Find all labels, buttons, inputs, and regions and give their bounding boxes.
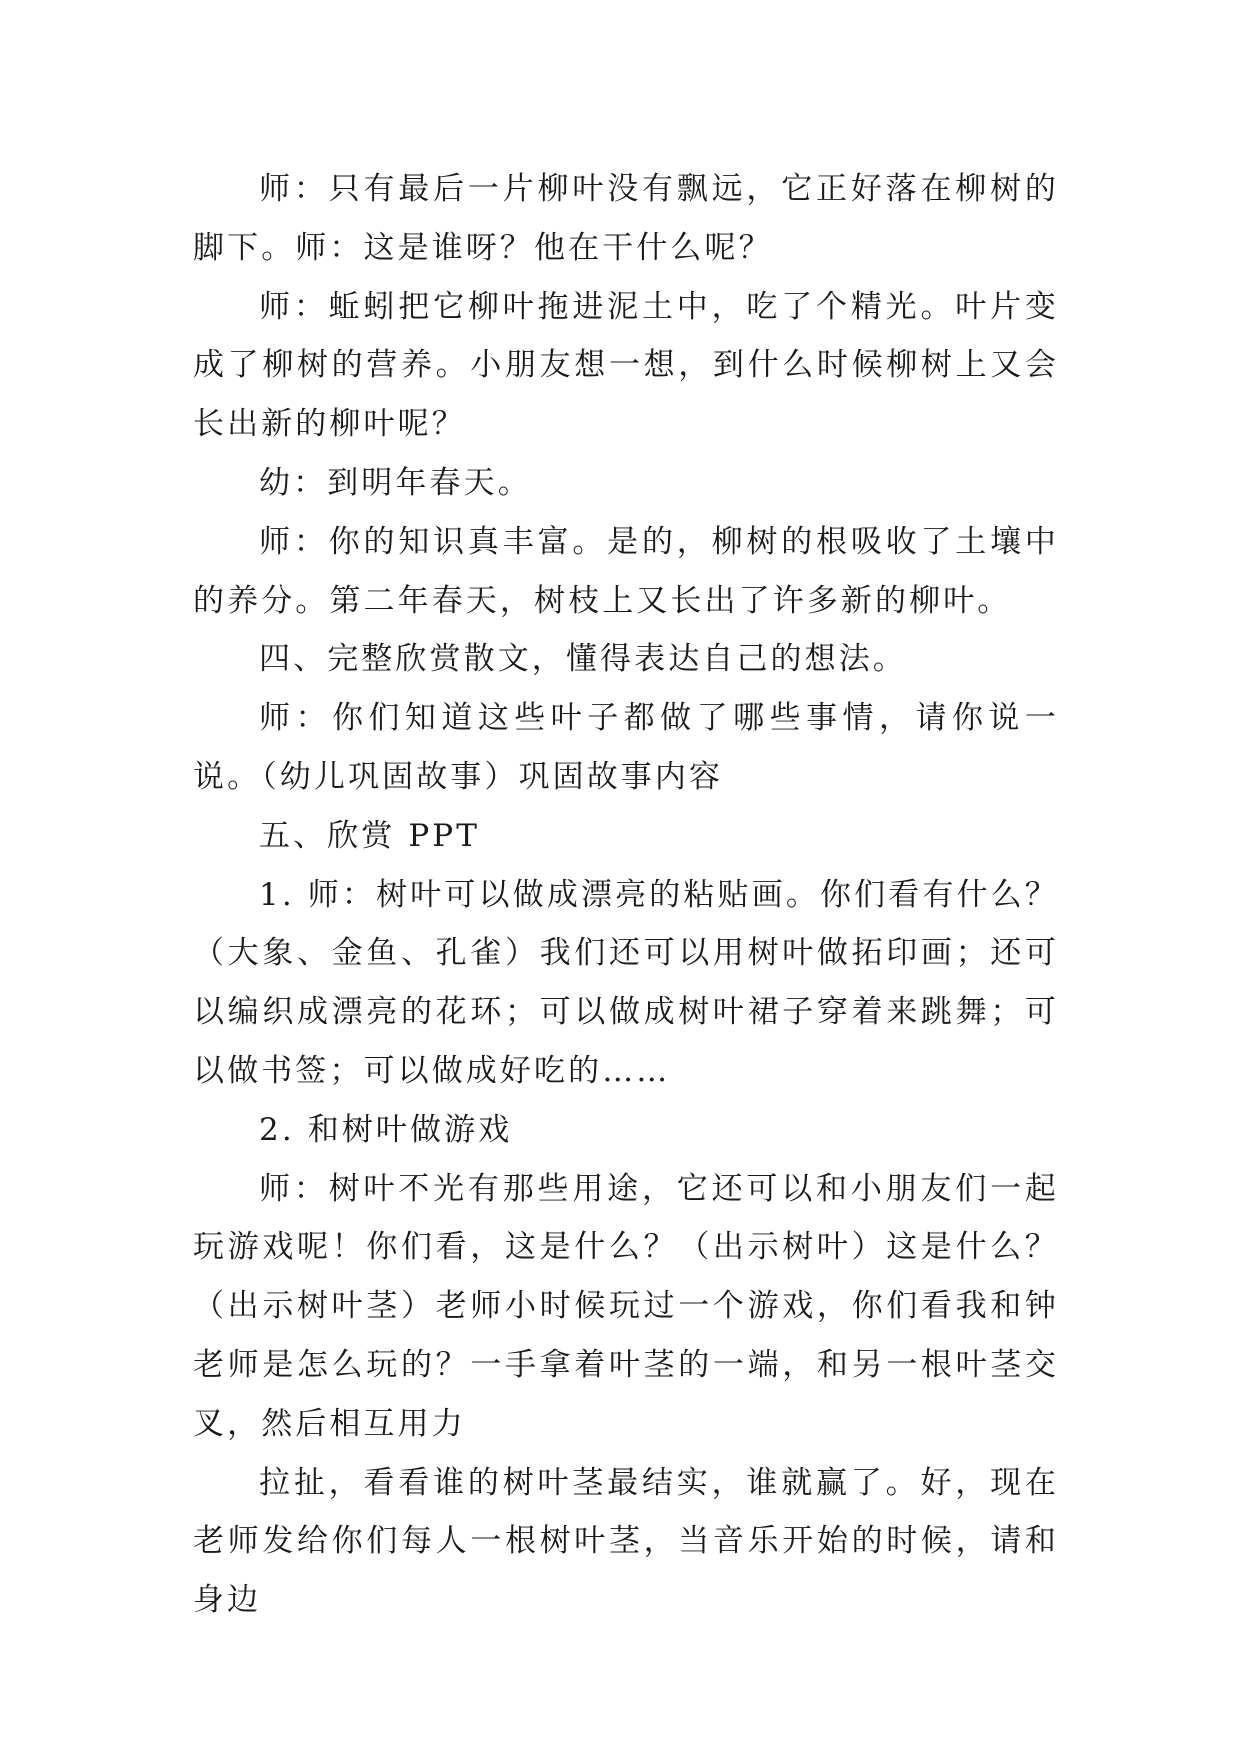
- paragraph-child-answer: 幼：到明年春天。: [259, 464, 532, 501]
- section-heading-four: 四、完整欣赏散文，懂得表达自己的想法。: [259, 641, 907, 678]
- paragraph-leaf-game-rules: 拉扯，看看谁的树叶茎最结实，谁就赢了。好，现在老师发给你们每人一根树叶茎，当音乐开始的时候，请和身边: [193, 1464, 1059, 1619]
- section-heading-five: 五、欣赏 PPT: [259, 817, 481, 854]
- paragraph-leaf-crafts: 1. 师：树叶可以做成漂亮的粘贴画。你们看有什么？（大象、金鱼、孔雀）我们还可以用树叶做拓印画；还可以编织成漂亮的花环；可以做成树叶裙子穿着来跳舞；可以做书签；可以做成好吃的……: [193, 876, 1059, 1089]
- paragraph-willow-last-leaf: 师：只有最后一片柳叶没有飘远，它正好落在柳树的脚下。师：这是谁呀？他在干什么呢？: [193, 171, 1059, 266]
- paragraph-leaves-review: 师：你们知道这些叶子都做了哪些事情，请你说一说。（幼儿巩固故事）巩固故事内容: [193, 700, 1059, 795]
- paragraph-teacher-praise: 师：你的知识真丰富。是的，柳树的根吸收了土壤中的养分。第二年春天，树枝上又长出了许多新的柳叶。: [193, 523, 1059, 619]
- paragraph-earthworm: 师：蚯蚓把它柳叶拖进泥土中，吃了个精光。叶片变成了柳树的营养。小朋友想一想，到什么时候柳树上又会长出新的柳叶呢？: [193, 288, 1059, 443]
- subheading-leaf-game: 2. 和树叶做游戏: [259, 1111, 513, 1148]
- document-page: [193, 160, 1059, 1630]
- paragraph-leaf-game-intro: 师：树叶不光有那些用途，它还可以和小朋友们一起玩游戏呢！你们看，这是什么？（出示树叶）这是什么？（出示树叶茎）老师小时候玩过一个游戏，你们看我和钟老师是怎么玩的？一手拿着叶茎的一端，和另一根叶茎交叉，然后相互用力: [193, 1170, 1059, 1442]
